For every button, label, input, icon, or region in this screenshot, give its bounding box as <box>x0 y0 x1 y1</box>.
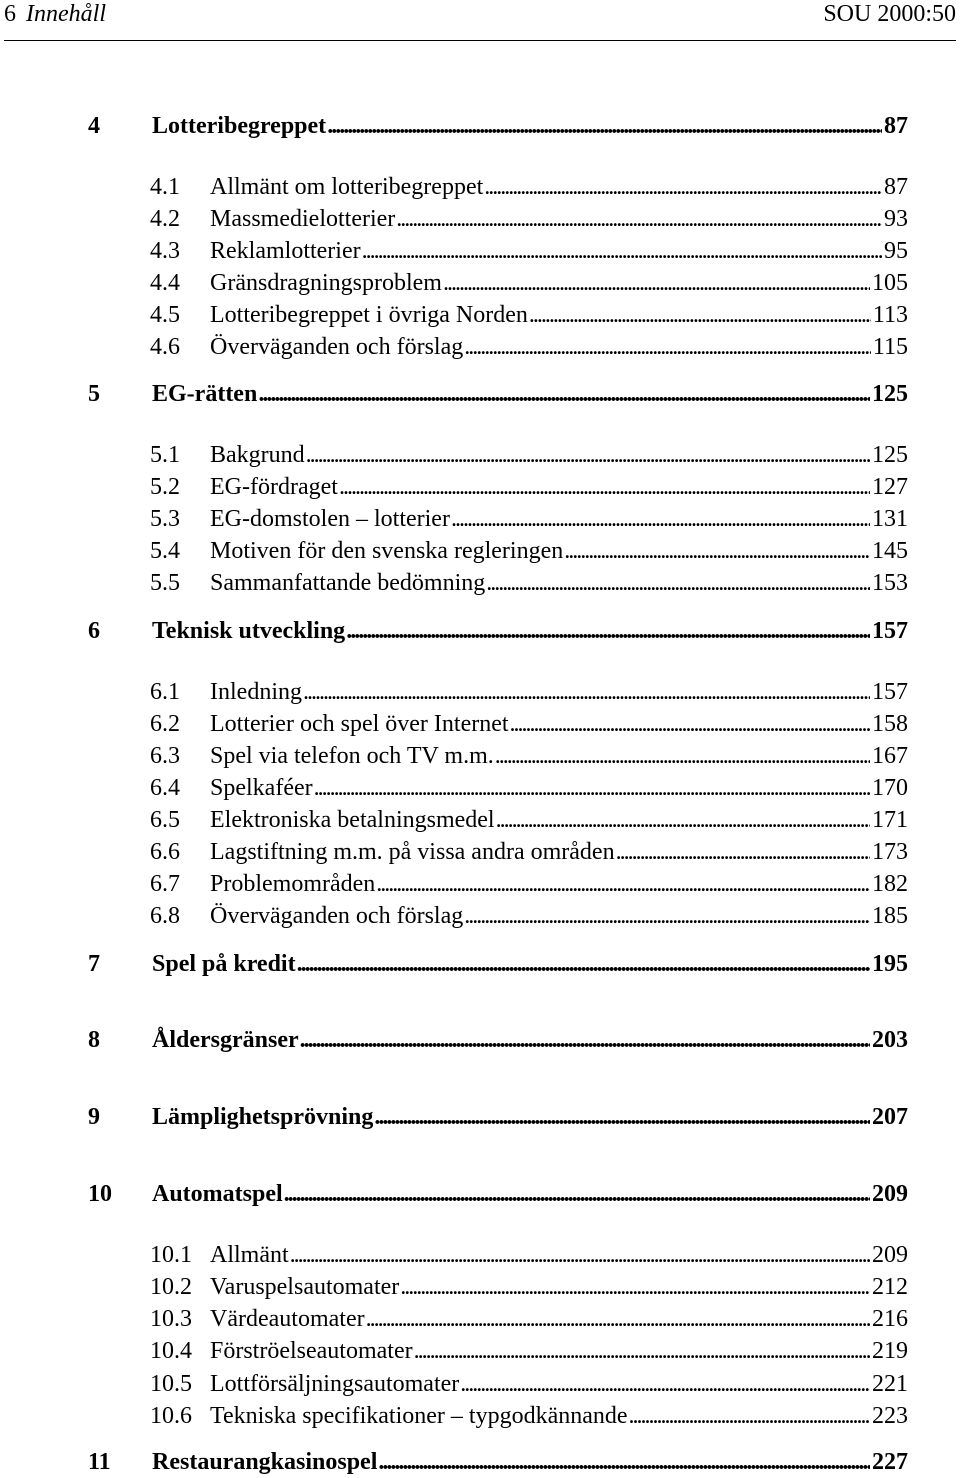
toc-entry-line <box>210 1271 908 1303</box>
toc-dot-leader <box>460 1368 870 1400</box>
toc-dot-leader <box>510 708 870 740</box>
toc-entry-number: 4.3 <box>150 238 180 264</box>
toc-dot-leader <box>486 567 870 599</box>
toc-entry[interactable] <box>0 203 960 235</box>
toc-entry-line <box>210 203 908 235</box>
toc-entry-line <box>210 471 908 503</box>
toc-entry-page: 212 <box>872 1274 908 1300</box>
toc-dot-leader <box>374 1101 870 1133</box>
toc-entry[interactable] <box>0 900 960 932</box>
toc-entry-page: 221 <box>872 1371 908 1397</box>
toc-entry-number: 8 <box>88 1027 100 1053</box>
toc-entry-title: Gränsdragningsproblem <box>210 270 442 296</box>
toc-dot-leader <box>414 1335 870 1367</box>
toc-entry-page: 167 <box>872 743 908 769</box>
toc-entry-number: 4.5 <box>150 302 180 328</box>
toc-entry-title: Spel via telefon och TV m.m. <box>210 743 494 769</box>
toc-dot-leader <box>258 378 870 410</box>
toc-entry[interactable] <box>0 1239 960 1271</box>
toc-entry-title: Lottförsäljningsautomater <box>210 1371 460 1397</box>
toc-entry-page: 223 <box>872 1403 908 1429</box>
toc-entry-number: 4 <box>88 113 100 139</box>
toc-entry-number: 4.4 <box>150 270 180 296</box>
toc-entry-page: 158 <box>872 711 908 737</box>
toc-entry-title: Allmänt om lotteribegreppet <box>210 174 484 200</box>
toc-entry-line <box>210 708 908 740</box>
toc-entry-page: 227 <box>872 1449 908 1475</box>
toc-entry-line <box>152 110 908 142</box>
toc-dot-leader <box>400 1271 870 1303</box>
toc-entry[interactable] <box>0 535 960 567</box>
toc-entry-page: 219 <box>872 1338 908 1364</box>
toc-entry-title: Restaurangkasinospel <box>152 1449 378 1475</box>
toc-entry-page: 182 <box>872 871 908 897</box>
toc-entry-page: 157 <box>872 618 908 644</box>
toc-entry-page: 145 <box>872 538 908 564</box>
toc-entry-number: 4.1 <box>150 174 180 200</box>
toc-dot-leader <box>284 1178 870 1210</box>
toc-entry-title: Lotterier och spel över Internet <box>210 711 509 737</box>
toc-dot-leader <box>496 804 870 836</box>
toc-entry[interactable] <box>0 110 960 142</box>
toc-dot-leader <box>629 1400 870 1432</box>
toc-entry-page: 185 <box>872 903 908 929</box>
toc-entry-number: 10.3 <box>150 1306 192 1332</box>
toc-dot-leader <box>303 676 870 708</box>
toc-entry-title: EG-rätten <box>152 381 258 407</box>
toc-entry[interactable] <box>0 567 960 599</box>
toc-entry-line <box>210 1368 908 1400</box>
toc-entry-number: 5.5 <box>150 570 180 596</box>
toc-entry-page: 125 <box>872 381 908 407</box>
toc-dot-leader <box>451 503 870 535</box>
toc-entry-line <box>152 1024 908 1056</box>
toc-entry[interactable] <box>0 1446 960 1478</box>
toc-entry-line <box>210 331 908 363</box>
toc-entry-number: 5.2 <box>150 474 180 500</box>
toc-dot-leader <box>495 740 870 772</box>
toc-entry-line <box>210 1303 908 1335</box>
toc-entry-line <box>210 900 908 932</box>
toc-dot-leader <box>376 868 870 900</box>
toc-entry-title: Åldersgränser <box>152 1027 299 1053</box>
toc-entry-page: 87 <box>884 174 908 200</box>
toc-entry-number: 11 <box>88 1449 111 1475</box>
toc-entry-number: 5 <box>88 381 100 407</box>
toc-entry[interactable] <box>0 1335 960 1367</box>
toc-entry-number: 10.1 <box>150 1242 192 1268</box>
toc-entry-number: 6.1 <box>150 679 180 705</box>
toc-entry-title: EG-domstolen – lotterier <box>210 506 450 532</box>
toc-entry-title: Problemområden <box>210 871 376 897</box>
toc-entry[interactable] <box>0 503 960 535</box>
toc-entry-page: 131 <box>872 506 908 532</box>
toc-dot-leader <box>464 331 871 363</box>
toc-entry-page: 157 <box>872 679 908 705</box>
toc-entry-title: Lagstiftning m.m. på vissa andra områden <box>210 839 615 865</box>
toc-entry-number: 6.7 <box>150 871 180 897</box>
toc-entry-page: 195 <box>872 951 908 977</box>
toc-entry-number: 6.4 <box>150 775 180 801</box>
toc-dot-leader <box>290 1239 870 1271</box>
toc-dot-leader <box>529 299 871 331</box>
toc-dot-leader <box>616 836 870 868</box>
toc-entry[interactable] <box>0 615 960 647</box>
toc-dot-leader <box>306 439 870 471</box>
toc-dot-leader <box>484 171 882 203</box>
toc-entry-number: 6.3 <box>150 743 180 769</box>
toc-entry-title: Överväganden och förslag <box>210 903 464 929</box>
toc-entry-title: Varuspelsautomater <box>210 1274 400 1300</box>
toc-entry-page: 127 <box>872 474 908 500</box>
toc-entry-page: 93 <box>884 206 908 232</box>
page-header <box>0 0 960 44</box>
toc-entry-number: 5.1 <box>150 442 180 468</box>
toc-entry-line <box>210 299 908 331</box>
toc-entry[interactable] <box>0 1400 960 1432</box>
running-head-left <box>4 0 106 28</box>
toc-entry[interactable] <box>0 439 960 471</box>
toc-entry-page: 153 <box>872 570 908 596</box>
toc-entry-number: 6.5 <box>150 807 180 833</box>
toc-entry-title: Spel på kredit <box>152 951 296 977</box>
toc-entry[interactable] <box>0 331 960 363</box>
toc-entry-number: 10 <box>88 1181 112 1207</box>
toc-entry-page: 173 <box>872 839 908 865</box>
toc-entry-line <box>210 171 908 203</box>
toc-entry-title: Teknisk utveckling <box>152 618 346 644</box>
toc-dot-leader <box>300 1024 870 1056</box>
toc-entry-line <box>210 535 908 567</box>
toc-entry-line <box>210 567 908 599</box>
toc-entry-title: Överväganden och förslag <box>210 334 464 360</box>
toc-entry[interactable] <box>0 1303 960 1335</box>
toc-entry-title: Reklamlotterier <box>210 238 361 264</box>
toc-entry-title: Lotteribegreppet i övriga Norden <box>210 302 528 328</box>
toc-entry-line <box>210 804 908 836</box>
toc-entry-page: 95 <box>884 238 908 264</box>
toc-entry-number: 6.2 <box>150 711 180 737</box>
toc-entry-page: 87 <box>884 113 908 139</box>
toc-entry-number: 10.5 <box>150 1371 192 1397</box>
toc-entry[interactable] <box>0 1101 960 1133</box>
toc-entry-line <box>210 676 908 708</box>
toc-entry-number: 10.6 <box>150 1403 192 1429</box>
toc-entry[interactable] <box>0 772 960 804</box>
page-number: 6 <box>4 1 16 27</box>
toc-entry-line <box>210 1335 908 1367</box>
toc-entry-page: 105 <box>872 270 908 296</box>
toc-entry-title: Förströelseautomater <box>210 1338 413 1364</box>
toc-entry-number: 5.4 <box>150 538 180 564</box>
toc-entry-line <box>152 615 908 647</box>
toc-entry-line <box>152 1446 908 1478</box>
toc-entry-line <box>210 868 908 900</box>
toc-entry-line <box>210 836 908 868</box>
toc-entry-line <box>210 235 908 267</box>
toc-entry-page: 207 <box>872 1104 908 1130</box>
toc-entry[interactable] <box>0 378 960 410</box>
toc-entry[interactable] <box>0 948 960 980</box>
toc-entry-number: 4.2 <box>150 206 180 232</box>
toc-entry-line <box>152 378 908 410</box>
toc-dot-leader <box>564 535 870 567</box>
toc-entry-line <box>210 1400 908 1432</box>
toc-dot-leader <box>327 110 882 142</box>
document-reference: SOU 2000:50 <box>823 1 956 27</box>
toc-entry-line <box>210 772 908 804</box>
toc-entry-line <box>152 1178 908 1210</box>
toc-dot-leader <box>297 948 870 980</box>
toc-entry-title: EG-fördraget <box>210 474 338 500</box>
toc-dot-leader <box>366 1303 870 1335</box>
toc-entry-number: 6.8 <box>150 903 180 929</box>
toc-dot-leader <box>339 471 870 503</box>
toc-entry[interactable] <box>0 1178 960 1210</box>
toc-entry-page: 170 <box>872 775 908 801</box>
toc-entry-title: Sammanfattande bedömning <box>210 570 486 596</box>
toc-entry-number: 6 <box>88 618 100 644</box>
toc-entry-title: Lämplighetsprövning <box>152 1104 374 1130</box>
toc-entry[interactable] <box>0 1368 960 1400</box>
toc-entry[interactable] <box>0 708 960 740</box>
toc-entry-page: 216 <box>872 1306 908 1332</box>
toc-entry[interactable] <box>0 267 960 299</box>
toc-entry-line <box>152 1101 908 1133</box>
toc-dot-leader <box>396 203 882 235</box>
toc-entry[interactable] <box>0 868 960 900</box>
toc-entry-title: Bakgrund <box>210 442 305 468</box>
toc-dot-leader <box>464 900 870 932</box>
toc-entry[interactable] <box>0 836 960 868</box>
toc-dot-leader <box>362 235 882 267</box>
toc-entry-number: 10.2 <box>150 1274 192 1300</box>
toc-entry-title: Inledning <box>210 679 302 705</box>
toc-entry[interactable] <box>0 471 960 503</box>
toc-entry-number: 7 <box>88 951 100 977</box>
toc-dot-leader <box>314 772 870 804</box>
toc-entry[interactable] <box>0 235 960 267</box>
toc-entry[interactable] <box>0 171 960 203</box>
header-rule <box>4 40 956 41</box>
toc-entry-line <box>210 503 908 535</box>
toc-entry[interactable] <box>0 740 960 772</box>
toc-entry-title: Automatspel <box>152 1181 283 1207</box>
toc-entry-line <box>152 948 908 980</box>
toc-entry-title: Tekniska specifikationer – typgodkännande <box>210 1403 628 1429</box>
toc-entry[interactable] <box>0 1024 960 1056</box>
toc-entry-title: Massmedielotterier <box>210 206 396 232</box>
toc-entry[interactable] <box>0 804 960 836</box>
toc-dot-leader <box>346 615 870 647</box>
toc-dot-leader <box>378 1446 870 1478</box>
toc-entry-line <box>210 267 908 299</box>
toc-entry-page: 125 <box>872 442 908 468</box>
toc-entry-title: Allmänt <box>210 1242 289 1268</box>
toc-entry-line <box>210 740 908 772</box>
toc-entry-page: 171 <box>872 807 908 833</box>
toc-dot-leader <box>443 267 870 299</box>
toc-entry[interactable] <box>0 676 960 708</box>
toc-entry-page: 115 <box>872 334 908 360</box>
toc-entry[interactable] <box>0 1271 960 1303</box>
toc-entry-number: 4.6 <box>150 334 180 360</box>
toc-entry-title: Elektroniska betalningsmedel <box>210 807 495 833</box>
toc-entry-page: 209 <box>872 1242 908 1268</box>
toc-entry-number: 6.6 <box>150 839 180 865</box>
toc-entry-page: 203 <box>872 1027 908 1053</box>
running-head-title: Innehåll <box>26 1 106 27</box>
toc-entry[interactable] <box>0 299 960 331</box>
toc-entry-number: 10.4 <box>150 1338 192 1364</box>
toc-entry-page: 113 <box>872 302 908 328</box>
toc-entry-title: Spelkaféer <box>210 775 313 801</box>
toc-entry-number: 5.3 <box>150 506 180 532</box>
toc-entry-title: Motiven för den svenska regleringen <box>210 538 564 564</box>
toc-entry-number: 9 <box>88 1104 100 1130</box>
toc-entry-title: Värdeautomater <box>210 1306 365 1332</box>
toc-entry-page: 209 <box>872 1181 908 1207</box>
toc-entry-line <box>210 1239 908 1271</box>
toc-entry-line <box>210 439 908 471</box>
toc-entry-title: Lotteribegreppet <box>152 113 327 139</box>
